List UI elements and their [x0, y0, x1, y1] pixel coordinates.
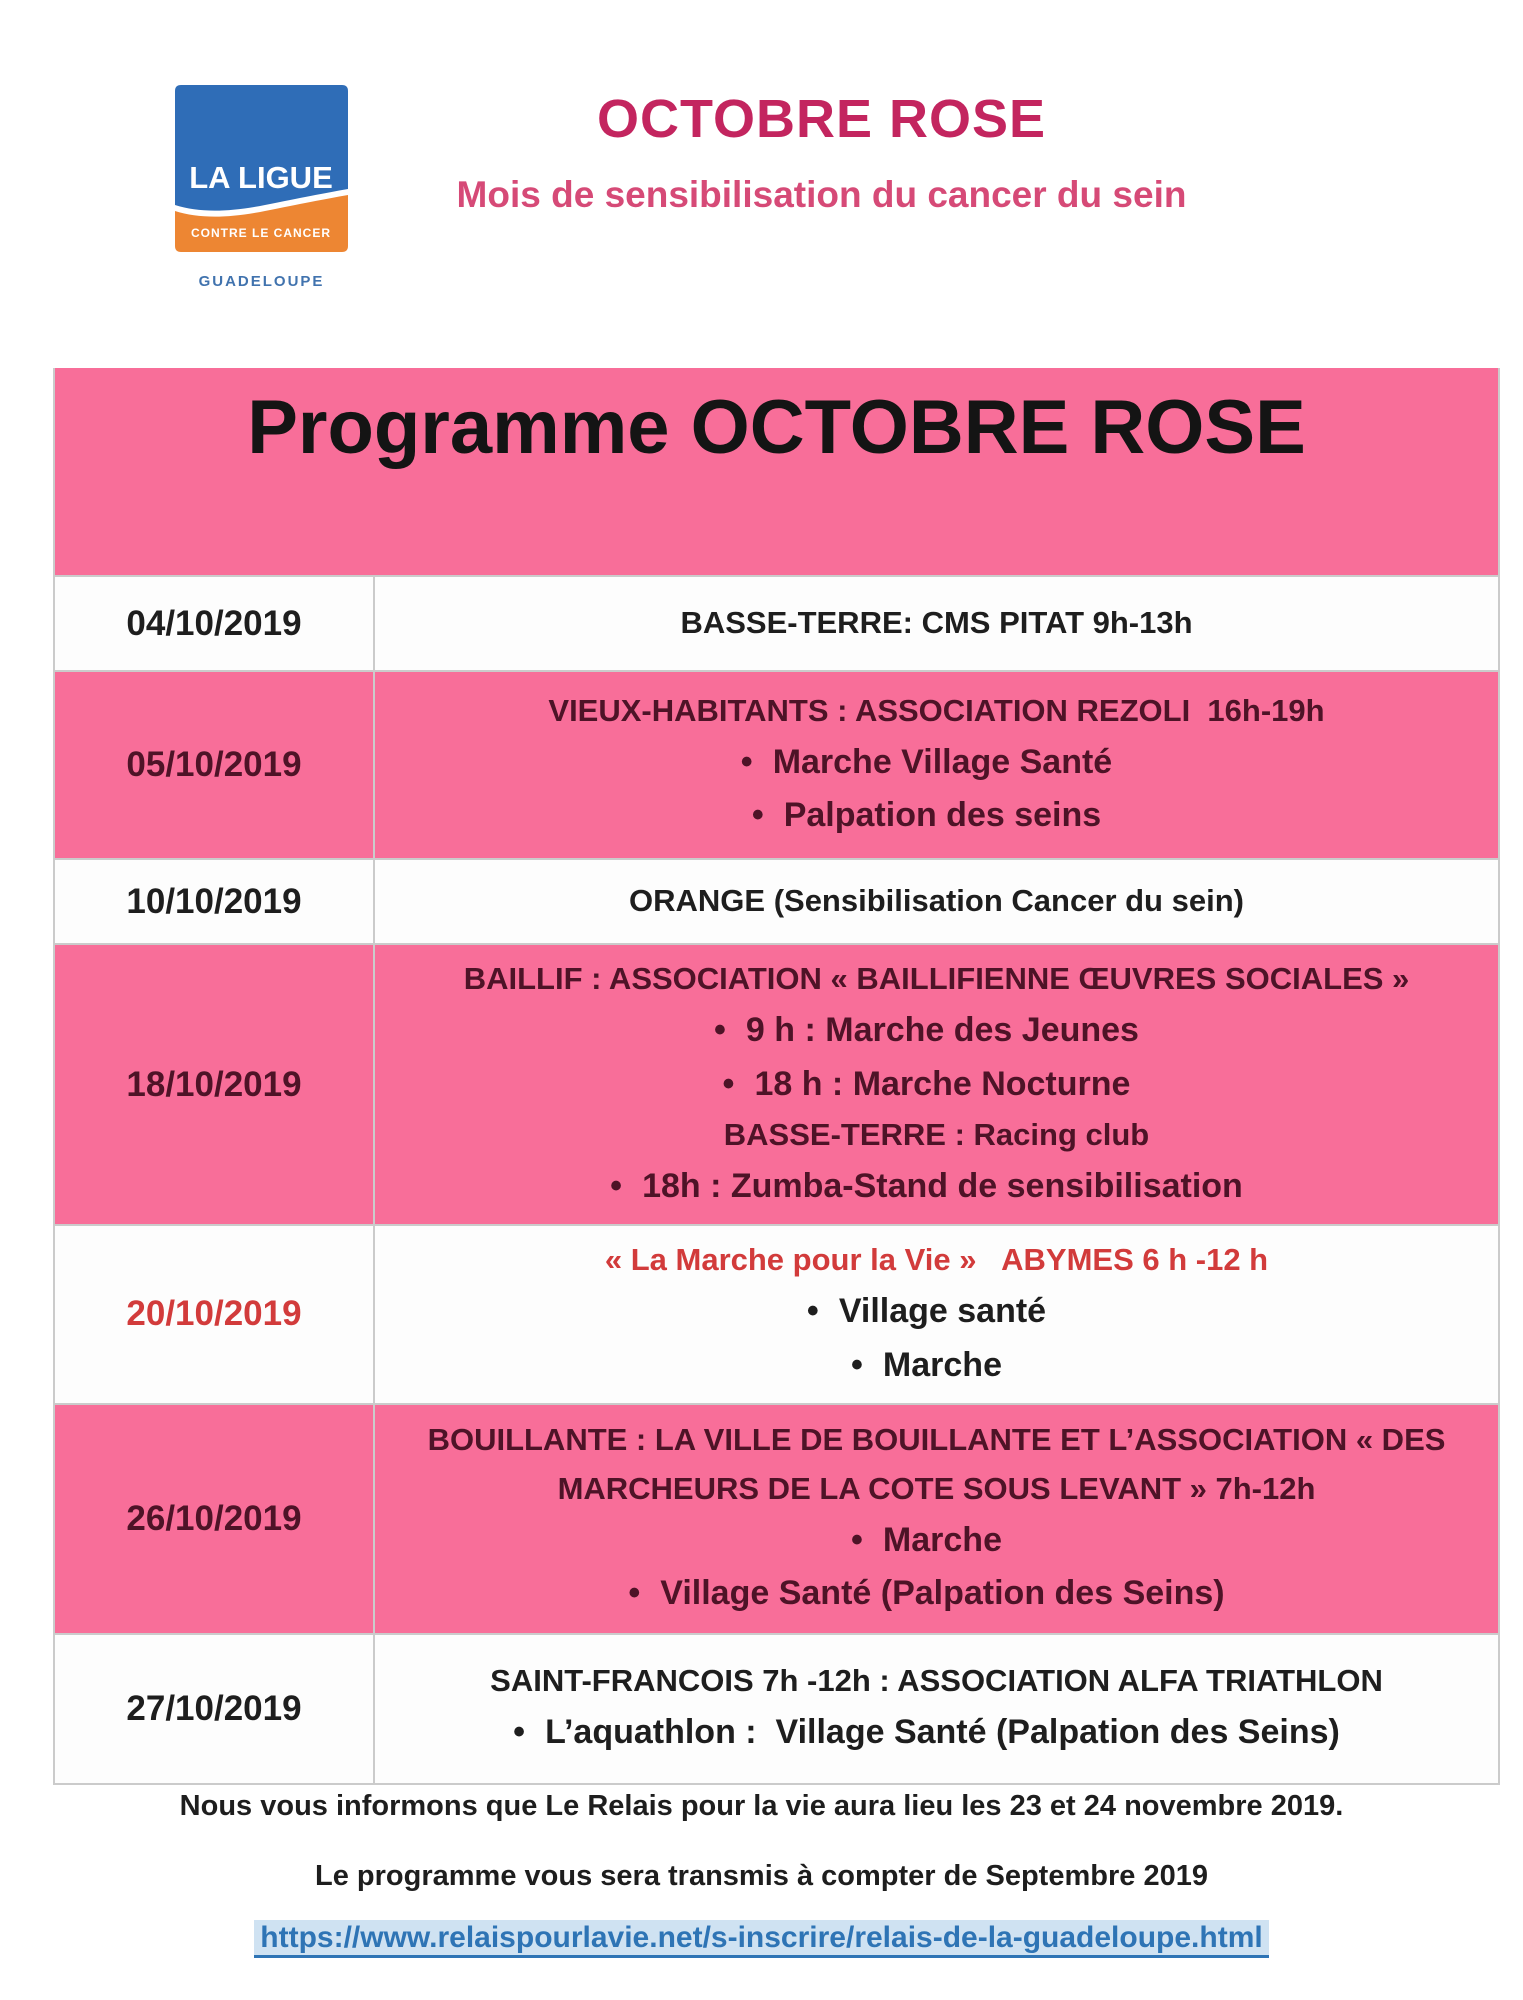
- bullet-icon: •: [628, 1574, 641, 1613]
- event-heading: BASSE-TERRE : Racing club: [723, 1117, 1150, 1153]
- page-subtitle: Mois de sensibilisation du cancer du sein: [456, 174, 1187, 215]
- table-row: [55, 858, 1498, 943]
- bullet-icon: •: [714, 1010, 726, 1049]
- event-bullet-item: [714, 1004, 1139, 1058]
- bullet-icon: •: [806, 1292, 819, 1331]
- event-cell: [375, 860, 1498, 943]
- table-row: [55, 575, 1498, 670]
- event-bullet-item: [628, 1567, 1224, 1621]
- bullet-text: Marche Village Santé: [772, 742, 1113, 781]
- registration-link[interactable]: https://www.relaispourlavie.net/s-inscrire/relais-de-la-guadeloupe.html: [254, 1920, 1268, 1958]
- program-table: [53, 368, 1500, 1785]
- program-table-rows: [55, 575, 1498, 1783]
- event-bullet-item: [851, 1339, 1002, 1393]
- bullet-text: Village santé: [838, 1292, 1047, 1331]
- event-heading: ORANGE (Sensibilisation Cancer du sein): [629, 883, 1244, 919]
- bullet-text: Marche: [882, 1345, 1002, 1384]
- event-bullet-item: [513, 1706, 1340, 1760]
- table-row: [55, 1224, 1498, 1402]
- event-heading: « La Marche pour la Vie » ABYMES 6 h -12 h: [604, 1242, 1269, 1278]
- event-cell: [375, 945, 1498, 1224]
- event-bullet-item: [610, 1160, 1243, 1214]
- event-heading: VIEUX-HABITANTS : ASSOCIATION REZOLI 16h-19h: [548, 692, 1325, 728]
- event-bullet-item: [741, 736, 1112, 790]
- table-title: Programme OCTOBRE ROSE: [55, 368, 1498, 575]
- event-cell: [375, 1226, 1498, 1402]
- bullet-icon: •: [751, 796, 764, 835]
- bullet-text: Village Santé (Palpation des Seins): [660, 1574, 1225, 1613]
- table-row: [55, 670, 1498, 858]
- event-heading: BASSE-TERRE: CMS PITAT 9h-13h: [680, 605, 1193, 641]
- date-cell: 04/10/2019: [55, 577, 375, 670]
- date-cell: 26/10/2019: [55, 1405, 375, 1633]
- table-row: [55, 1403, 1498, 1633]
- bullet-icon: •: [610, 1167, 623, 1206]
- bullet-icon: •: [740, 742, 753, 781]
- event-cell: [375, 672, 1498, 858]
- footer-link-row: [0, 1921, 1523, 1955]
- bullet-icon: •: [851, 1520, 863, 1559]
- date-cell: 18/10/2019: [55, 945, 375, 1224]
- event-bullet-item: [752, 789, 1101, 843]
- logo-tagline-text: CONTRE LE CANCER: [190, 226, 332, 240]
- bullet-text: Marche: [882, 1520, 1002, 1559]
- bullet-text: L’aquathlon : Village Santé (Palpation des Seins): [545, 1713, 1340, 1752]
- date-cell: 10/10/2019: [55, 860, 375, 943]
- date-cell: 05/10/2019: [55, 672, 375, 858]
- date-cell: 20/10/2019: [55, 1226, 375, 1402]
- event-bullet-item: [723, 1058, 1131, 1112]
- event-heading: SAINT-FRANCOIS 7h -12h : ASSOCIATION ALFA TRIATHLON: [490, 1663, 1383, 1699]
- footer-notice-2: Le programme vous sera transmis à compter de Septembre 2019: [315, 1860, 1208, 1892]
- bullet-icon: •: [851, 1345, 863, 1384]
- bullet-text: Palpation des seins: [783, 796, 1102, 835]
- event-bullet-item: [807, 1285, 1046, 1339]
- table-row: [55, 1633, 1498, 1783]
- bullet-text: 18 h : Marche Nocturne: [754, 1064, 1131, 1103]
- bullet-text: 18h : Zumba-Stand de sensibilisation: [642, 1167, 1243, 1206]
- header: [180, 88, 1463, 216]
- event-cell: [375, 577, 1498, 670]
- event-heading: BOUILLANTE : LA VILLE DE BOUILLANTE ET L’ASSOCIATION « DES MARCHEURS DE LA COTE SOUS LEVANT » 7h-12h: [427, 1421, 1446, 1506]
- bullet-text: 9 h : Marche des Jeunes: [745, 1010, 1139, 1049]
- footer-notice-1: Nous vous informons que Le Relais pour la vie aura lieu les 23 et 24 novembre 2019.: [179, 1790, 1344, 1822]
- event-bullet-item: [851, 1514, 1002, 1568]
- bullet-icon: •: [722, 1064, 735, 1103]
- logo-name-text: LA LIGUE: [189, 160, 333, 195]
- page-title: OCTOBRE ROSE: [596, 89, 1047, 149]
- event-cell: [375, 1635, 1498, 1783]
- date-cell: 27/10/2019: [55, 1635, 375, 1783]
- bullet-icon: •: [513, 1713, 526, 1752]
- event-cell: [375, 1405, 1498, 1633]
- footer: [0, 1790, 1523, 1955]
- event-heading: BAILLIF : ASSOCIATION « BAILLIFIENNE ŒUVRES SOCIALES »: [463, 961, 1410, 996]
- logo-region-label: GUADELOUPE: [198, 273, 325, 290]
- table-row: [55, 943, 1498, 1224]
